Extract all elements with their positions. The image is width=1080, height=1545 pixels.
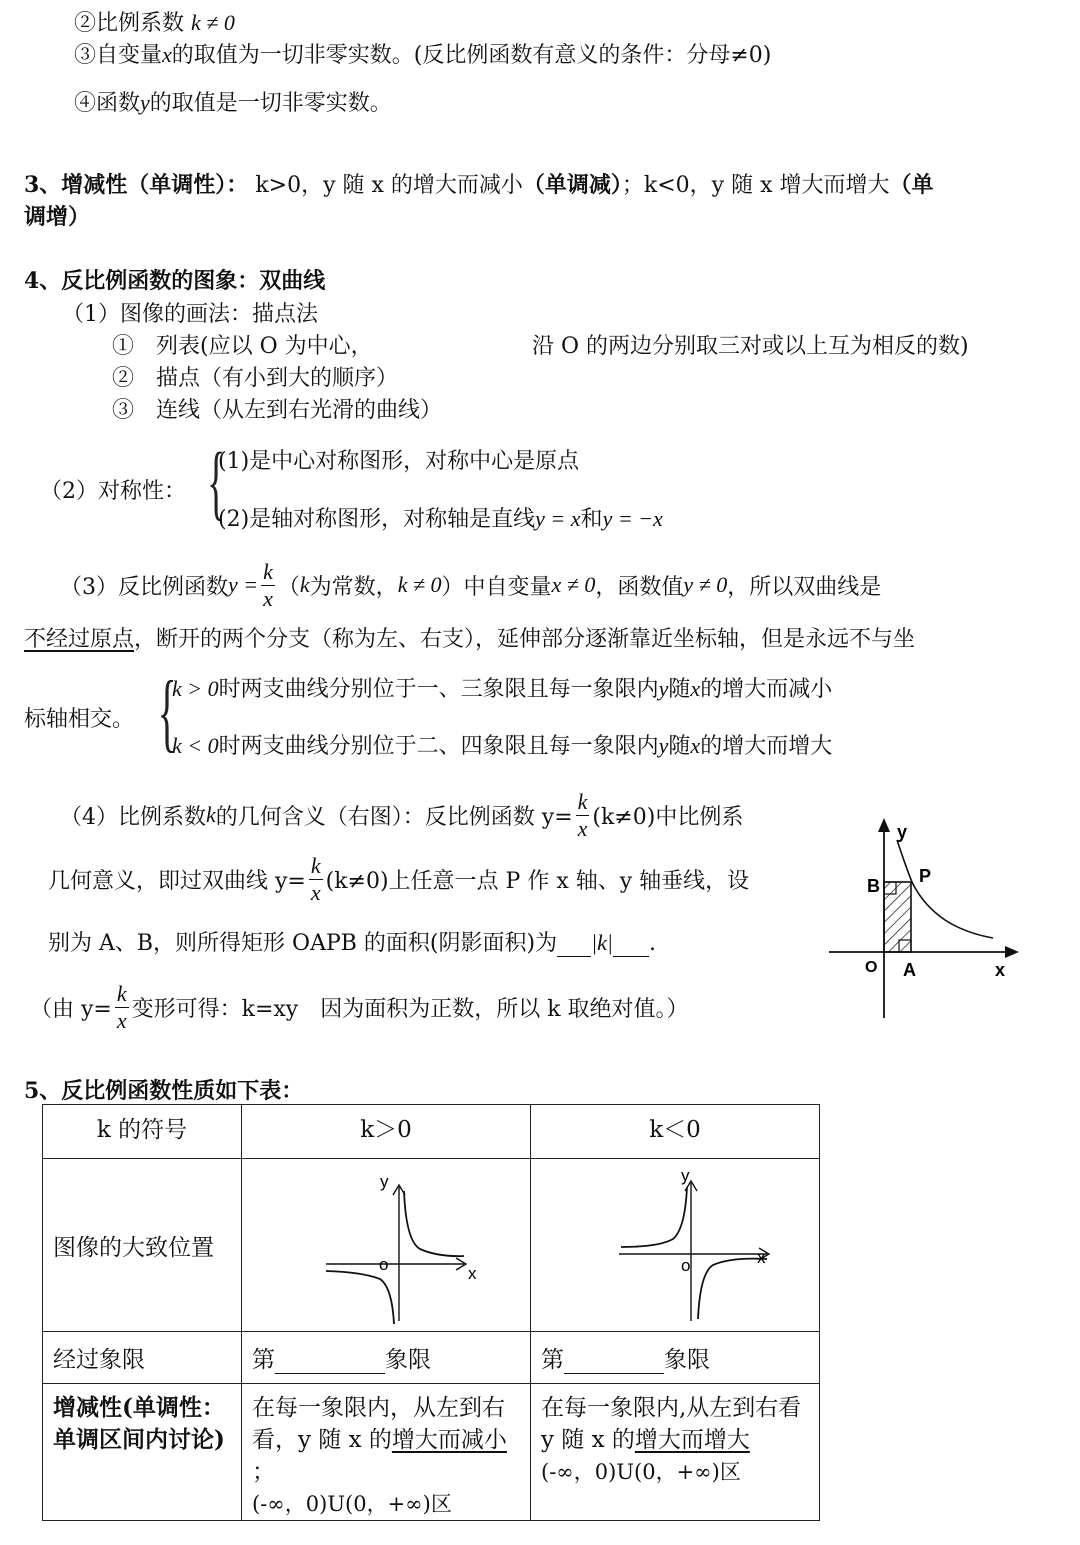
fraction-k-over-x-4: $\frac{k}{x}$ xyxy=(116,980,127,1033)
fig-p-label: P xyxy=(919,866,932,886)
drawing-method: （1）图像的画法：描点法 xyxy=(62,302,318,327)
graph-k-negative-cell xyxy=(531,1159,820,1332)
row-quadrants-label: 经过象限 xyxy=(43,1332,242,1384)
item-4: ④函数y的取值是一切非零实数。 xyxy=(74,90,392,116)
graph-neg-y-label: y xyxy=(681,1166,690,1185)
case-k-negative: k < 0时两支曲线分别位于二、四象限且每一象限内y随x的增大而增大 xyxy=(172,733,833,759)
graph-pos-o-label: o xyxy=(379,1255,389,1274)
graph-neg-x-label: x xyxy=(757,1248,766,1267)
brace-symmetry: { xyxy=(207,436,226,529)
step-1: ① 列表(应以 O 为中心， xyxy=(112,334,373,359)
shaded-rectangle xyxy=(884,882,911,952)
paragraph-3-line2: 不经过原点，断开的两个分支（称为左、右支），延伸部分逐渐靠近坐标轴，但是永远不与坐 xyxy=(24,627,916,652)
section-5-title: 5、反比例函数性质如下表： xyxy=(24,1078,304,1104)
fig-a-label: A xyxy=(903,960,916,980)
paragraph-3-line3: 标轴相交。 xyxy=(24,707,135,732)
table-row-quadrants xyxy=(43,1332,820,1384)
symmetry-1: (1)是中心对称图形，对称中心是原点 xyxy=(218,449,580,474)
quadrants-k-positive: 第 象限 xyxy=(242,1332,531,1384)
paragraph-4-line2: 几何意义，即过双曲线 y= $\frac{k}{x}$ (k≠0)上任意一点 P 作 x 轴、y 轴垂线，设 xyxy=(48,852,750,905)
fig-o-label: O xyxy=(865,959,878,976)
paragraph-3-line1: （3）反比例函数 y = $\frac{k}{x}$ （ k 为常数， k ≠ 0 ）中自变量 x ≠ 0 ，函数值 y ≠ 0 ，所以双曲线是 xyxy=(60,558,882,611)
section-3-line2: 调增） xyxy=(24,204,91,230)
graph-k-positive-cell xyxy=(242,1159,531,1332)
section-4-title: 4、反比例函数的图象：双曲线 xyxy=(24,268,326,294)
brace-cases: { xyxy=(157,664,177,761)
branch-q3 xyxy=(326,1271,394,1324)
item-2: ②比例系数 k ≠ 0 xyxy=(74,10,235,36)
area-figure xyxy=(815,810,1030,1025)
table-row-monotonic xyxy=(43,1384,820,1521)
header-k-negative: k＜0 xyxy=(531,1105,820,1159)
fraction-k-over-x-3: $\frac{k}{x}$ xyxy=(310,852,321,905)
monotonic-k-positive: 在每一象限内，从左到右看，y 随 x 的增大而减小 ； (-∞，0)U(0，+∞)区 xyxy=(242,1384,531,1521)
fig-y-label: y xyxy=(897,822,908,842)
step-2: ② 描点（有小到大的顺序） xyxy=(112,366,399,391)
case-k-positive: k > 0时两支曲线分别位于一、三象限且每一象限内y随x的增大而减小 xyxy=(172,676,833,702)
item-3: ③自变量x的取值为一切非零实数。(反比例函数有意义的条件：分母≠0) xyxy=(74,42,772,68)
header-k-positive: k＞0 xyxy=(242,1105,531,1159)
monotonic-k-negative: 在每一象限内,从左到右看 y 随 x 的增大而增大 (-∞，0)U(0，+∞)区 xyxy=(531,1384,820,1521)
section-3-line1: 3、增减性（单调性）： k>0，y 随 x 的增大而减小（单调减）；k<0，y 随 x 增大而增大（单 xyxy=(24,172,934,198)
figure-background xyxy=(815,810,1030,1025)
step-3: ③ 连线（从左到右光滑的曲线） xyxy=(112,398,443,423)
fig-x-label: x xyxy=(995,960,1006,980)
table-row-graph xyxy=(43,1159,820,1332)
fraction-k-over-x: $\frac{k}{x}$ xyxy=(263,558,273,611)
paragraph-4-line3: 别为 A、B，则所得矩形 OAPB 的面积(阴影面积)为 |k| . xyxy=(48,930,656,956)
graph-pos-x-label: x xyxy=(468,1264,477,1283)
header-k-sign: k 的符号 xyxy=(43,1105,242,1159)
graph-k-positive xyxy=(242,1159,530,1325)
branch-q1 xyxy=(404,1191,464,1256)
graph-k-negative xyxy=(531,1159,819,1325)
step-1-right: 沿 O 的两边分别取三对或以上互为相反的数) xyxy=(532,334,969,359)
row-graph-label: 图像的大致位置 xyxy=(43,1159,242,1332)
properties-table xyxy=(42,1104,820,1521)
symmetry-label: （2）对称性： xyxy=(40,479,186,504)
symmetry-2: (2)是轴对称图形，对称轴是直线y = x和y = −x xyxy=(218,506,663,532)
fraction-k-over-x-2: $\frac{k}{x}$ xyxy=(577,788,588,841)
graph-neg-o-label: o xyxy=(681,1256,691,1275)
paragraph-4-line4: （由 y= $\frac{k}{x}$ 变形可得：k=xy 因为面积为正数，所以 k 取绝对值。） xyxy=(30,980,689,1033)
branch-q4 xyxy=(698,1259,767,1319)
table-header-row xyxy=(43,1105,820,1159)
quadrants-k-negative: 第 象限 xyxy=(531,1332,820,1384)
branch-q2 xyxy=(621,1187,687,1247)
row-monotonic-label: 增减性(单调性：单调区间内讨论) xyxy=(43,1384,242,1521)
paragraph-4-line1: （4）比例系数 k 的几何含义（右图）：反比例函数 y= $\frac{k}{x}$ (k≠0)中比例系 xyxy=(60,788,744,841)
fig-b-label: B xyxy=(867,876,880,896)
graph-pos-y-label: y xyxy=(380,1172,389,1191)
